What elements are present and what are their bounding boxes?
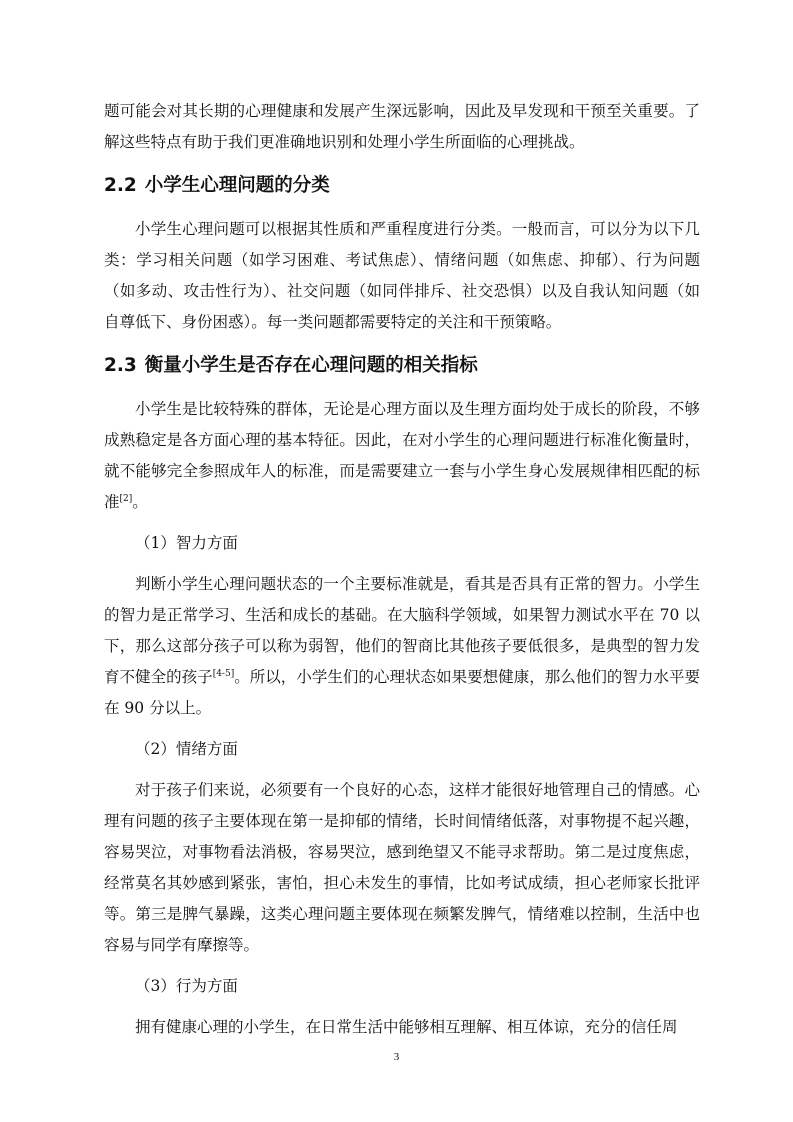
subheading-intelligence: （1）智力方面: [135, 534, 238, 552]
document-page: [104, 96, 700, 1043]
citation-ref[interactable]: [2]: [119, 494, 133, 504]
subheading-emotion: （2）情绪方面: [135, 740, 238, 758]
subheading-behavior: （3）行为方面: [135, 977, 238, 995]
section-heading-2-2: [104, 172, 700, 200]
section-number: 2.3: [104, 355, 137, 376]
behavior-paragraph: 拥有健康心理的小学生，在日常生活中能够相互理解、相互体谅，充分的信任周: [135, 1018, 678, 1036]
page-number: 3: [393, 1051, 400, 1063]
indicators-intro-paragraph: 小学生是比较特殊的群体，无论是心理方面以及生理方面均处于成长的阶段，不够成熟稳定是各方面心理的基本特征。因此，在对小学生的心理问题进行标准化衡量时，就不能够完全参照成年人的标准，而是需要建立一套与小学生身心发展规律相匹配的标准[2]。: [104, 400, 700, 511]
section-title: 小学生心理问题的分类: [144, 175, 330, 196]
classification-paragraph: 小学生心理问题可以根据其性质和严重程度进行分类。一般而言，可以分为以下几类：学习相关问题（如学习困难、考试焦虑）、情绪问题（如焦虑、抑郁）、行为问题（如多动、攻击性行为）、社交问题（如同伴排斥、社交恐惧）以及自我认知问题（如自尊低下、身份困惑）。每一类问题都需要特定的关注和干预策略。: [104, 220, 700, 331]
section-title: 衡量小学生是否存在心理问题的相关指标: [144, 355, 478, 376]
section-heading-2-3: [104, 352, 700, 380]
continuation-paragraph: 题可能会对其长期的心理健康和发展产生深远影响，因此及早发现和干预至关重要。了解这些特点有助于我们更准确地识别和处理小学生所面临的心理挑战。: [104, 102, 700, 151]
intelligence-paragraph: 判断小学生心理问题状态的一个主要标准就是，看其是否具有正常的智力。小学生的智力是正常学习、生活和成长的基础。在大脑科学领域，如果智力测试水平在 70 以下，那么这部分孩子可以称为弱智，他们的智商比其他孩子要低很多，是典型的智力发育不健全的孩子[4-5]。所以，小学生们的心理状态如果要想健康，那么他们的智力水平要在 90 分以上。: [104, 575, 700, 717]
section-number: 2.2: [104, 175, 137, 196]
citation-ref[interactable]: [4-5]: [212, 669, 235, 679]
emotion-paragraph: 对于孩子们来说，必须要有一个良好的心态，这样才能很好地管理自己的情感。心理有问题的孩子主要体现在第一是抑郁的情绪，长时间情绪低落，对事物提不起兴趣，容易哭泣，对事物看法消极，容易哭泣，感到绝望又不能寻求帮助。第二是过度焦虑，经常莫名其妙感到紧张，害怕，担心未发生的事情，比如考试成绩，担心老师家长批评等。第三是脾气暴躁，这类心理问题主要体现在频繁发脾气，情绪难以控制，生活中也容易与同学有摩擦等。: [104, 781, 700, 954]
